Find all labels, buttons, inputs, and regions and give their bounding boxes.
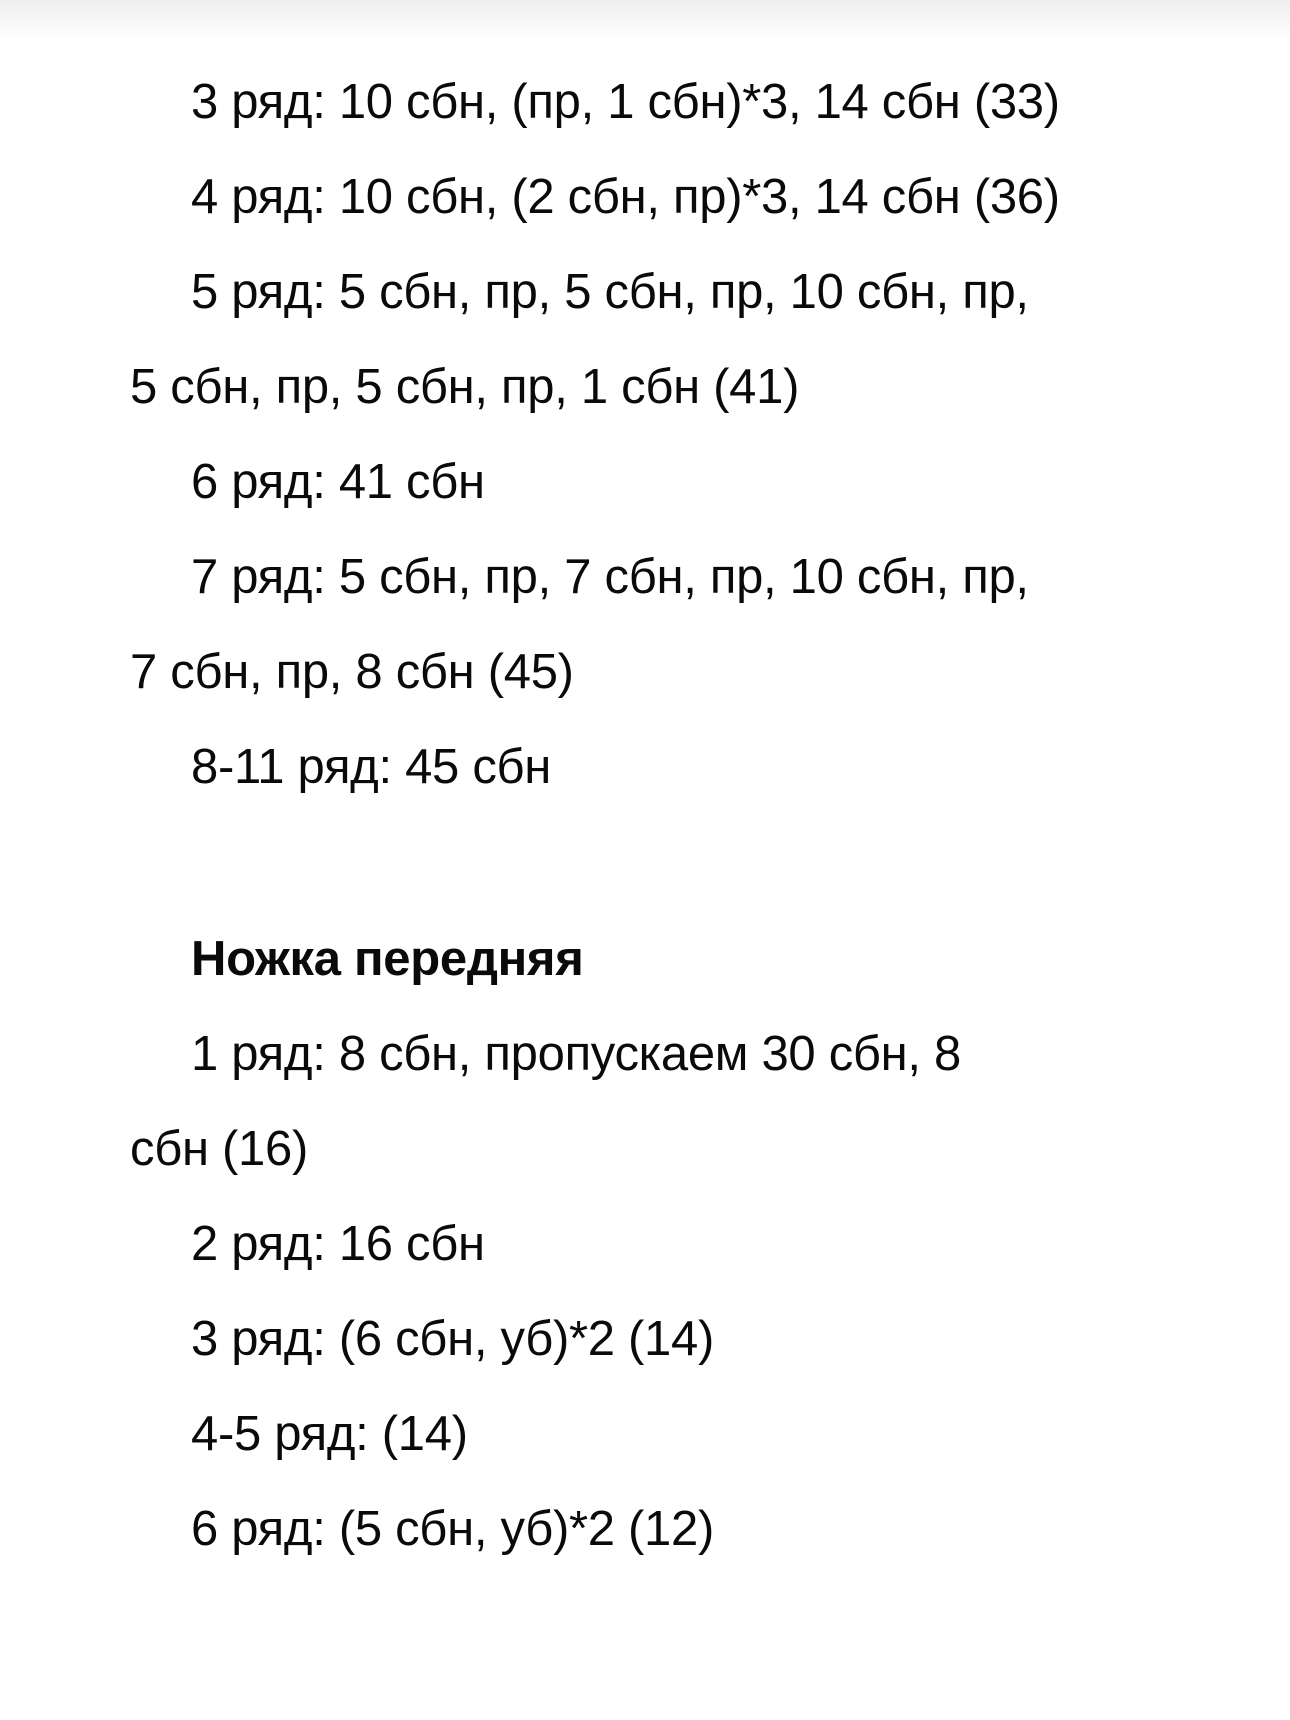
text-line: 8-11 ряд: 45 сбн: [191, 740, 552, 794]
text-line: 6 ряд: 41 сбн: [191, 455, 485, 509]
text-line: 7 ряд: 5 сбн, пр, 7 сбн, пр, 10 сбн, пр,: [191, 550, 1029, 604]
text-line: 4 ряд: 10 сбн, (2 сбн, пр)*3, 14 сбн (36): [191, 170, 1060, 224]
text-line: 2 ряд: 16 сбн: [191, 1217, 485, 1271]
text-line: 4-5 ряд: (14): [191, 1407, 468, 1461]
text-line: 5 ряд: 5 сбн, пр, 5 сбн, пр, 10 сбн, пр,: [191, 265, 1029, 319]
text-line: 5 сбн, пр, 5 сбн, пр, 1 сбн (41): [130, 360, 800, 414]
text-line: 7 сбн, пр, 8 сбн (45): [130, 645, 574, 699]
section-heading: Ножка передняя: [191, 932, 584, 986]
text-line: 1 ряд: 8 сбн, пропускаем 30 сбн, 8: [191, 1027, 961, 1081]
text-line: 3 ряд: (6 сбн, уб)*2 (14): [191, 1312, 714, 1366]
text-line: 6 ряд: (5 сбн, уб)*2 (12): [191, 1502, 714, 1556]
text-line: 3 ряд: 10 сбн, (пр, 1 сбн)*3, 14 сбн (33): [191, 75, 1060, 129]
text-line: сбн (16): [130, 1122, 308, 1176]
